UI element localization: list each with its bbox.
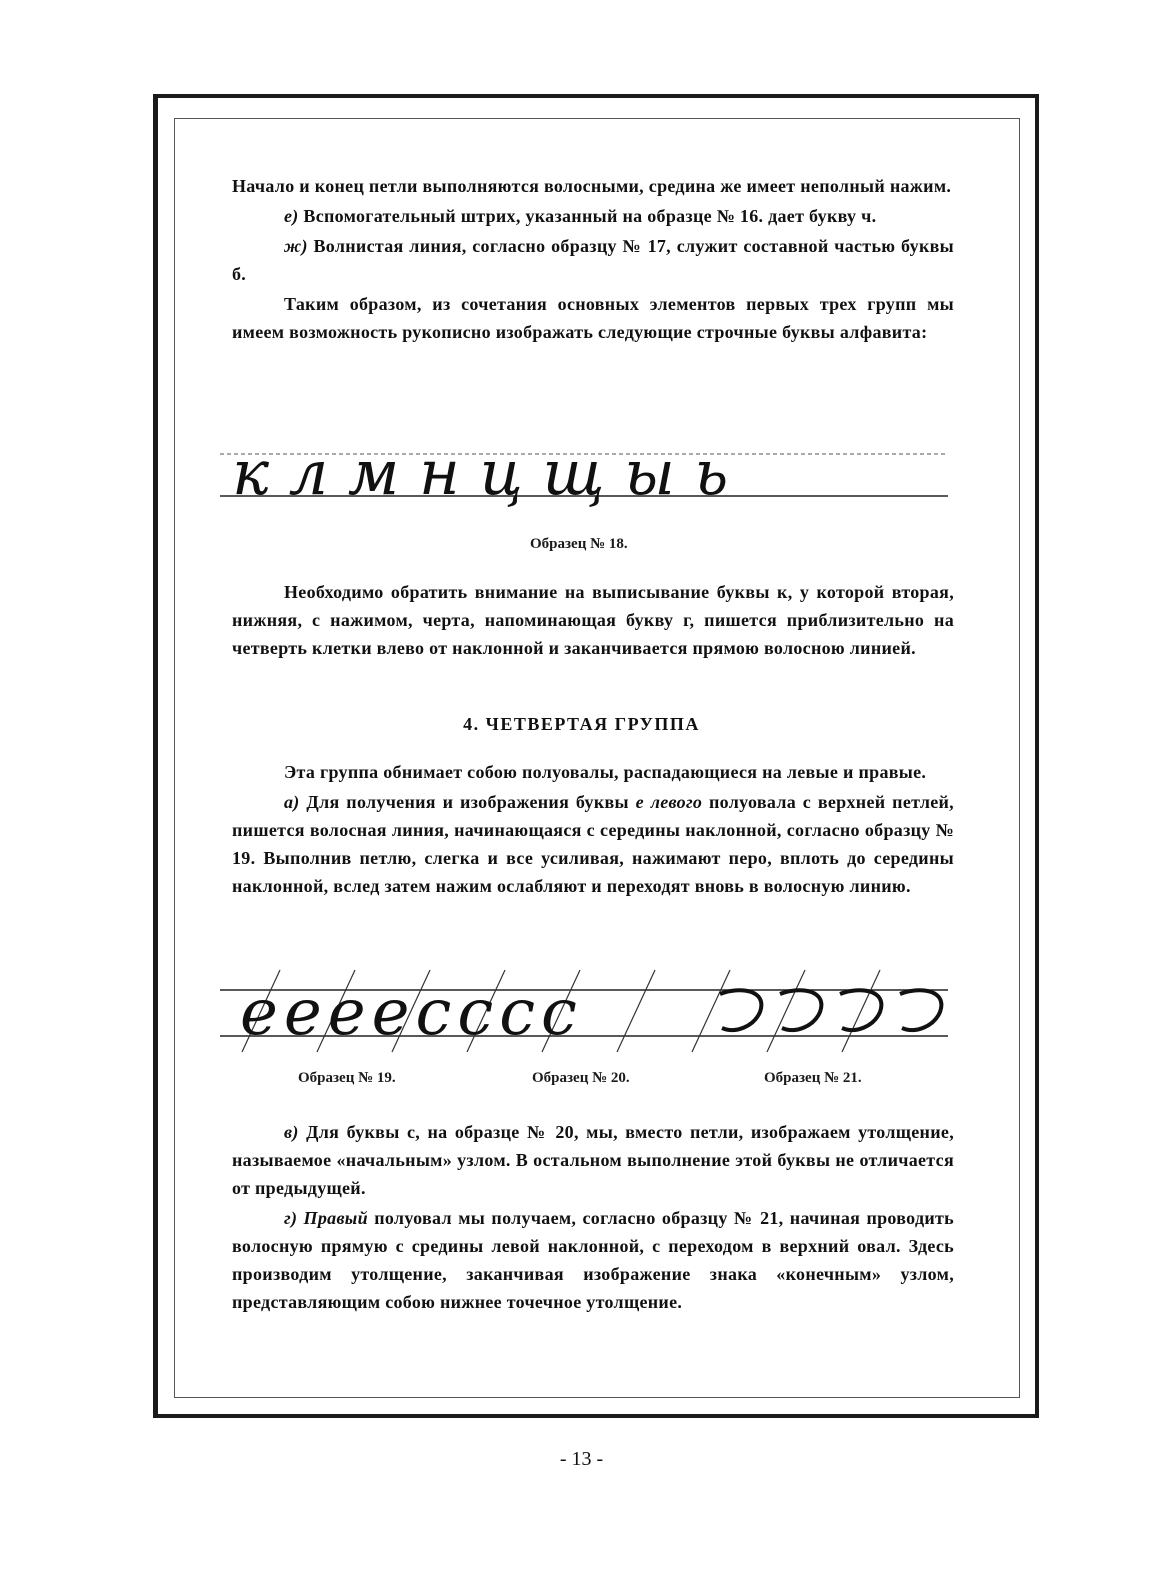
paragraph-e (232, 202, 954, 230)
caption-19: Образец № 19. (298, 1070, 396, 1086)
paragraph-g (232, 1204, 954, 1316)
paragraph-v-text: Для буквы с, на образце № 20, мы, вместо петли, изображаем утолщение, называемое «начальным» узлом. В остальном выполнение этой буквы не отличается от предыдущей. (232, 1122, 954, 1198)
paragraph-zh (232, 232, 954, 288)
paragraph-loop-ending: Начало и конец петли выполняются волосными, средина же имеет неполный нажим. (232, 176, 952, 196)
paragraph-group-intro: Эта группа обнимает собою полуовалы, распадающиеся на левые и правые. (284, 762, 927, 782)
paragraph-g-italic: Правый (303, 1208, 368, 1228)
page-number: - 13 - (559, 1448, 604, 1470)
paragraph-v-label: в) (284, 1122, 299, 1142)
text-block-3 (232, 758, 954, 900)
caption-20: Образец № 20. (532, 1070, 630, 1086)
paragraph-v (232, 1118, 954, 1202)
svg-text:eeeecccc: eeeecccc (240, 976, 583, 1050)
paragraph-zh-text: Волнистая линия, согласно образцу № 17, служит составной частью буквы б. (232, 236, 954, 284)
samples-19-21 (0, 960, 1163, 1090)
paragraph-zh-label: ж) (284, 236, 308, 256)
caption-18: Образец № 18. (530, 536, 628, 552)
paragraph-a-label: а) (284, 792, 300, 812)
paragraph-g-label: г) (284, 1208, 298, 1228)
paragraph-a (232, 788, 954, 900)
samples-19-21-handwriting (220, 960, 950, 1060)
sample-18 (0, 440, 1163, 550)
sample-18-handwriting (220, 440, 950, 535)
paragraph-g-text: полуовал мы получаем, согласно образцу № 21, начиная проводить волосную прямую с средины левой наклонной, с переходом в верхний овал. Здесь производим утолщение, заканчивая изображение знака «конечным» узлом, представляющим собою нижнее точечное утолщение. (232, 1208, 954, 1312)
text-block-2 (232, 578, 954, 662)
paragraph-a-post: полуовала с верхней петлей, пишется волосная линия, начинающаяся с середины наклонной, согласно образцу № 19. Выполнив петлю, слегка и все усиливая, нажимают перо, вплоть до середины наклонной, вслед затем нажим ослабляют и переходят вновь в волосную линию. (232, 792, 954, 896)
section-heading: 4. ЧЕТВЕРТАЯ ГРУППА (463, 714, 700, 734)
text-block-1 (232, 172, 954, 346)
paragraph-summary: Таким образом, из сочетания основных элементов первых трех групп мы имеем возможность рукописно изображать следующие строчные буквы алфавита: (232, 294, 954, 342)
paragraph-e-text: Вспомогательный штрих, указанный на образце № 16. дает букву ч. (303, 206, 877, 226)
paragraph-letter-k: Необходимо обратить внимание на выписывание буквы к, у которой вторая, нижняя, с нажимом, черта, напоминающая букву г, пишется приблизительно на четверть клетки влево от наклонной и заканчивается прямою волосною линией. (232, 582, 954, 658)
caption-21: Образец № 21. (764, 1070, 862, 1086)
text-block-4 (232, 1118, 954, 1316)
paragraph-a-pre: Для получения и изображения буквы (306, 792, 629, 812)
paragraph-a-italic: е левого (635, 792, 703, 812)
sample-18-letters: к л м н ц щ ы ь (232, 440, 729, 509)
paragraph-e-label: е) (284, 206, 299, 226)
